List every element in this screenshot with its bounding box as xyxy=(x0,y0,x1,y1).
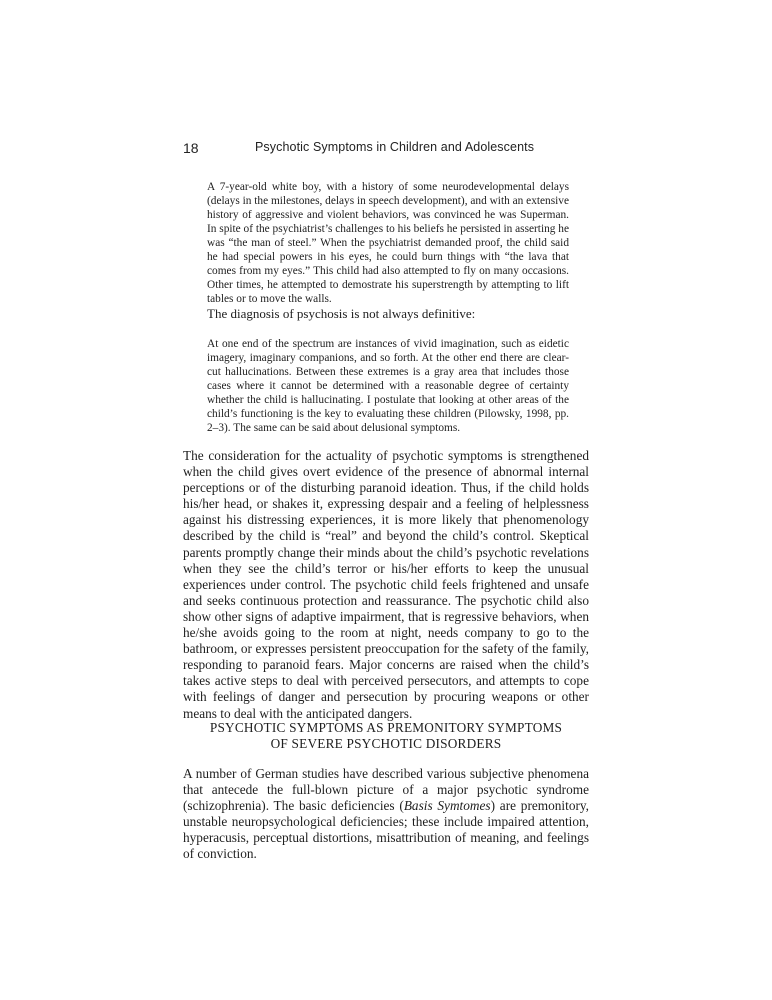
paragraph-text-start: A number of German studies have described various subjective phenomena that antecede the full-blown picture of a major psychotic syndrome (schizophrenia). The basic deficiencies ( xyxy=(183,766,589,814)
section-heading-line-2: OF SEVERE PSYCHOTIC DISORDERS xyxy=(270,735,502,751)
running-head xyxy=(183,139,603,159)
page-number: 18 xyxy=(183,140,199,156)
lead-in-sentence: The diagnosis of psychosis is not always definitive: xyxy=(207,306,476,321)
italic-term: Basis Symtomes xyxy=(403,798,491,814)
paragraph-text-end: ) are premonitory, unstable neuropsychological deficiencies; these include impaired attention, hyperacusis, perceptual distortions, misattribution of meaning, and feelings of conviction. xyxy=(183,798,589,862)
body-paragraph: The consideration for the actuality of psychotic symptoms is strengthened when the child gives overt evidence of the presence of abnormal internal perceptions or of the disturbing paranoid ideation. Thus, if the child holds his/her head, or shakes it, expressing despair and a feeling of helplessness against his distressing experiences, it is more likely that phenomenology described by the child is “real” and beyond the child’s control. Skeptical parents promptly change their minds about the child’s psychotic revelations when they see the child’s terror or his/her efforts to keep the unusual experiences under control. The psychotic child feels frightened and unsafe and seeks continuous protection and reassurance. The psychotic child also show other signs of adaptive impairment, that is regressive behaviors, when he/she avoids going to the room at night, needs company to go to the bathroom, or expresses persistent preoccupation for the safety of the family, responding to paranoid fears. Major concerns are raised when the child’s takes active steps to deal with perceived persecutors, and attempts to cope with feelings of danger and persecution by procuring weapons or other means to deal with the anticipated dangers. xyxy=(183,448,589,721)
section-heading-line-1: PSYCHOTIC SYMPTOMS AS PREMONITORY SYMPTOMS xyxy=(209,720,563,735)
body-paragraph-2 xyxy=(183,766,589,863)
case-vignette-extract: A 7-year-old white boy, with a history of some neurodevelopmental delays (delays in the milestones, delays in speech development), and with an extensive history of aggressive and violent behaviors, was convinced he was Superman. In spite of the psychiatrist’s challenges to his beliefs he persisted in asserting he was “the man of steel.” When the psychiatrist demanded proof, the child said he had special powers in his eyes, he could burn things with “the lava that comes from my eyes.” This child had also attempted to fly on many occasions. Other times, he attempted to demostrate his superstrength by attempting to lift tables or to move the walls. xyxy=(207,181,569,306)
section-heading xyxy=(183,720,589,751)
running-title: Psychotic Symptoms in Children and Adolescents xyxy=(255,140,535,154)
quoted-extract: At one end of the spectrum are instances of vivid imagination, such as eidetic imagery, imaginary companions, and so forth. At the other end there are clear-cut hallucinations. Between these extremes is a gray area that includes those cases where it cannot be determined with a reasonable degree of certainty whether the child is hallucinating. I postulate that looking at other areas of the child’s functioning is the key to evaluating these children (Pilowsky, 1998, pp. 2–3). The same can be said about delusional symptoms. xyxy=(207,338,569,435)
